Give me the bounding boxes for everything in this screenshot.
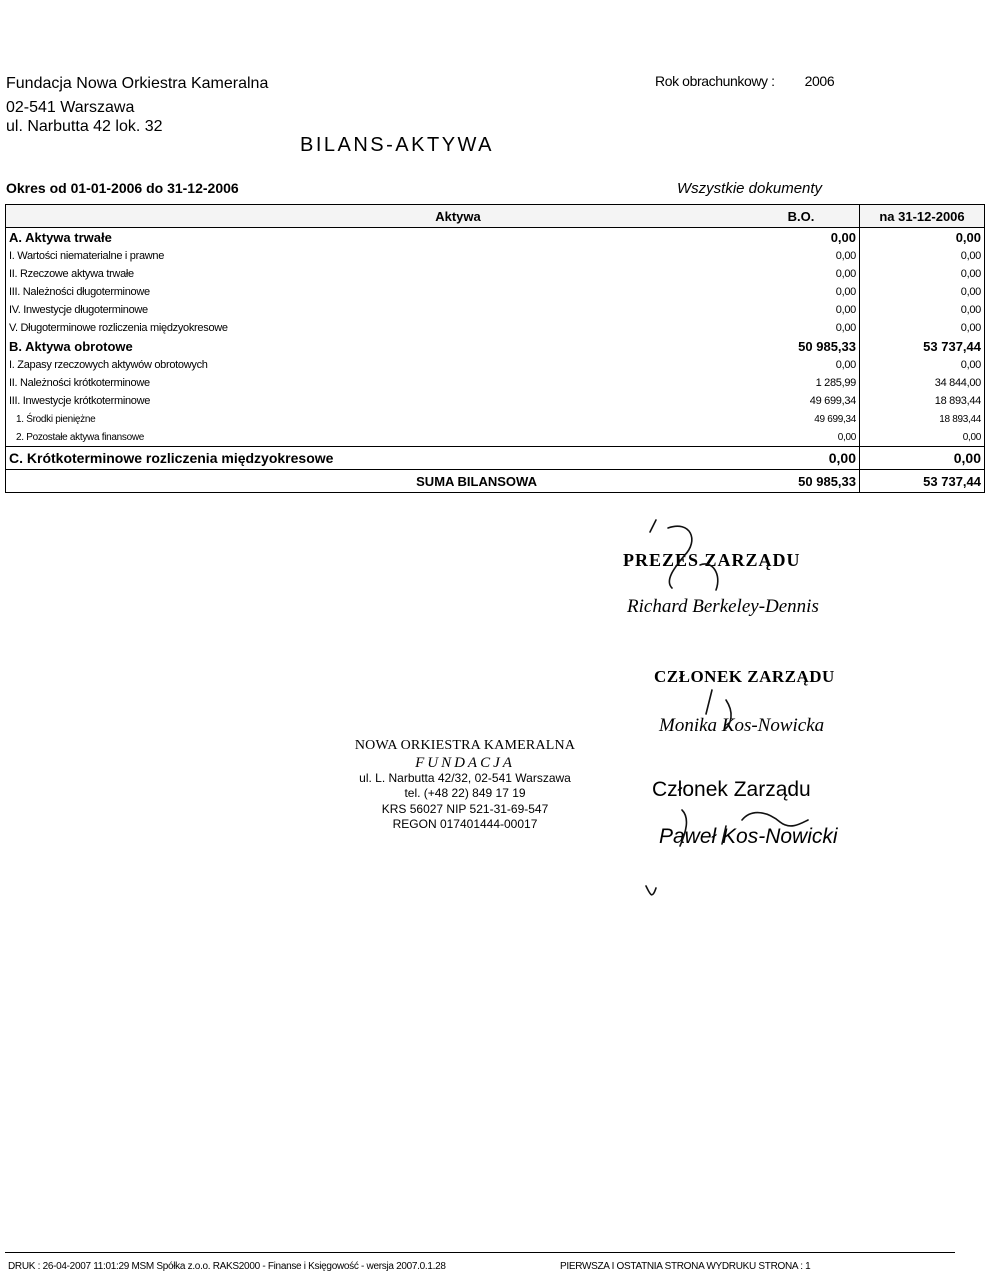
row-closing: 0,00 [860,301,985,319]
footer-print-info: DRUK : 26-04-2007 11:01:29 MSM Spółka z.o.o. RAKS2000 - Finanse i Księgowość - wersja 2007.0.1.28 [8,1261,446,1272]
table-row [6,337,985,356]
organization-name: Fundacja Nowa Orkiestra Kameralna [6,75,269,92]
row-opening: 0,00 [743,247,860,265]
period: Okres od 01-01-2006 do 31-12-2006 [6,180,239,196]
row-label: IV. Inwestycje długoterminowe [6,301,744,319]
row-label: 1. Środki pieniężne [6,410,744,428]
row-closing: 0,00 [860,428,985,447]
row-label: 2. Pozostałe aktywa finansowe [6,428,744,447]
czlonek-title: CZŁONEK ZARZĄDU [654,667,835,686]
documents-scope: Wszystkie dokumenty [677,180,823,197]
row-label: I. Wartości niematerialne i prawne [6,247,744,265]
row-opening: 49 699,34 [743,392,860,410]
total-closing: 53 737,44 [860,470,985,493]
balance-table [5,204,985,493]
row-closing: 0,00 [860,356,985,374]
row-opening: 0,00 [743,228,860,248]
row-closing: 34 844,00 [860,374,985,392]
row-closing: 0,00 [860,247,985,265]
row-opening: 0,00 [743,447,860,470]
table-row [6,428,985,447]
czlonek-name: Monika Kos-Nowicka [659,715,825,736]
table-row [6,265,985,283]
table-row [6,228,985,248]
row-opening: 50 985,33 [743,337,860,356]
total-opening: 50 985,33 [743,470,860,493]
stamp-line-2: FUNDACJA [415,755,515,771]
row-closing: 53 737,44 [860,337,985,356]
row-label: C. Krótkoterminowe rozliczenia międzyokresowe [6,447,744,470]
table-row [6,283,985,301]
organization-city: 02-541 Warszawa [6,99,135,116]
total-row [6,470,985,493]
table-row [6,319,985,337]
row-opening: 0,00 [743,301,860,319]
table-row [6,392,985,410]
row-opening: 0,00 [743,265,860,283]
row-opening: 0,00 [743,356,860,374]
czlonek2-title: Członek Zarządu [652,778,811,801]
row-closing: 18 893,44 [860,410,985,428]
header-item: Aktywa [6,205,744,228]
total-label: SUMA BILANSOWA [6,470,744,493]
table-row [6,247,985,265]
header-opening: B.O. [743,205,860,228]
table-row [6,301,985,319]
row-opening: 0,00 [743,428,860,447]
row-closing: 0,00 [860,265,985,283]
header-closing: na 31-12-2006 [860,205,985,228]
row-closing: 0,00 [860,319,985,337]
stamp-line-4: tel. (+48 22) 849 17 19 [404,786,526,800]
row-opening: 0,00 [743,283,860,301]
row-label: II. Należności krótkoterminowe [6,374,744,392]
row-label: III. Należności długoterminowe [6,283,744,301]
table-row [6,447,985,470]
table-row [6,356,985,374]
fiscal-year-label: Rok obrachunkowy : [655,73,775,89]
czlonek2-name: Paweł Kos-Nowicki [659,825,838,848]
row-closing: 18 893,44 [860,392,985,410]
table-header [6,205,985,228]
row-closing: 0,00 [860,228,985,248]
row-closing: 0,00 [860,447,985,470]
row-closing: 0,00 [860,283,985,301]
footer-divider [5,1252,955,1253]
document-title: BILANS-AKTYWA [300,134,495,156]
footer-page-info: PIERWSZA I OSTATNIA STRONA WYDRUKU STRONA : 1 [560,1261,811,1272]
stamp-line-3: ul. L. Narbutta 42/32, 02-541 Warszawa [359,771,571,785]
table-row [6,374,985,392]
row-label: III. Inwestycje krótkoterminowe [6,392,744,410]
fiscal-year-value: 2006 [804,73,835,89]
row-opening: 1 285,99 [743,374,860,392]
row-label: B. Aktywa obrotowe [6,337,744,356]
table-row [6,410,985,428]
row-label: V. Długoterminowe rozliczenia międzyokresowe [6,319,744,337]
row-label: I. Zapasy rzeczowych aktywów obrotowych [6,356,744,374]
row-opening: 49 699,34 [743,410,860,428]
stamp-line-6: REGON 017401444-00017 [392,817,538,831]
signature-bottom-stroke [646,886,656,895]
prezes-name: Richard Berkeley-Dennis [627,596,819,617]
organization-street: ul. Narbutta 42 lok. 32 [6,118,163,135]
row-label: A. Aktywa trwałe [6,228,744,248]
row-opening: 0,00 [743,319,860,337]
fiscal-year [655,73,834,89]
stamp-line-5: KRS 56027 NIP 521-31-69-547 [381,802,549,816]
stamp-line-1: NOWA ORKIESTRA KAMERALNA [354,738,576,753]
prezes-title: PREZES ZARZĄDU [623,550,801,570]
row-label: II. Rzeczowe aktywa trwałe [6,265,744,283]
